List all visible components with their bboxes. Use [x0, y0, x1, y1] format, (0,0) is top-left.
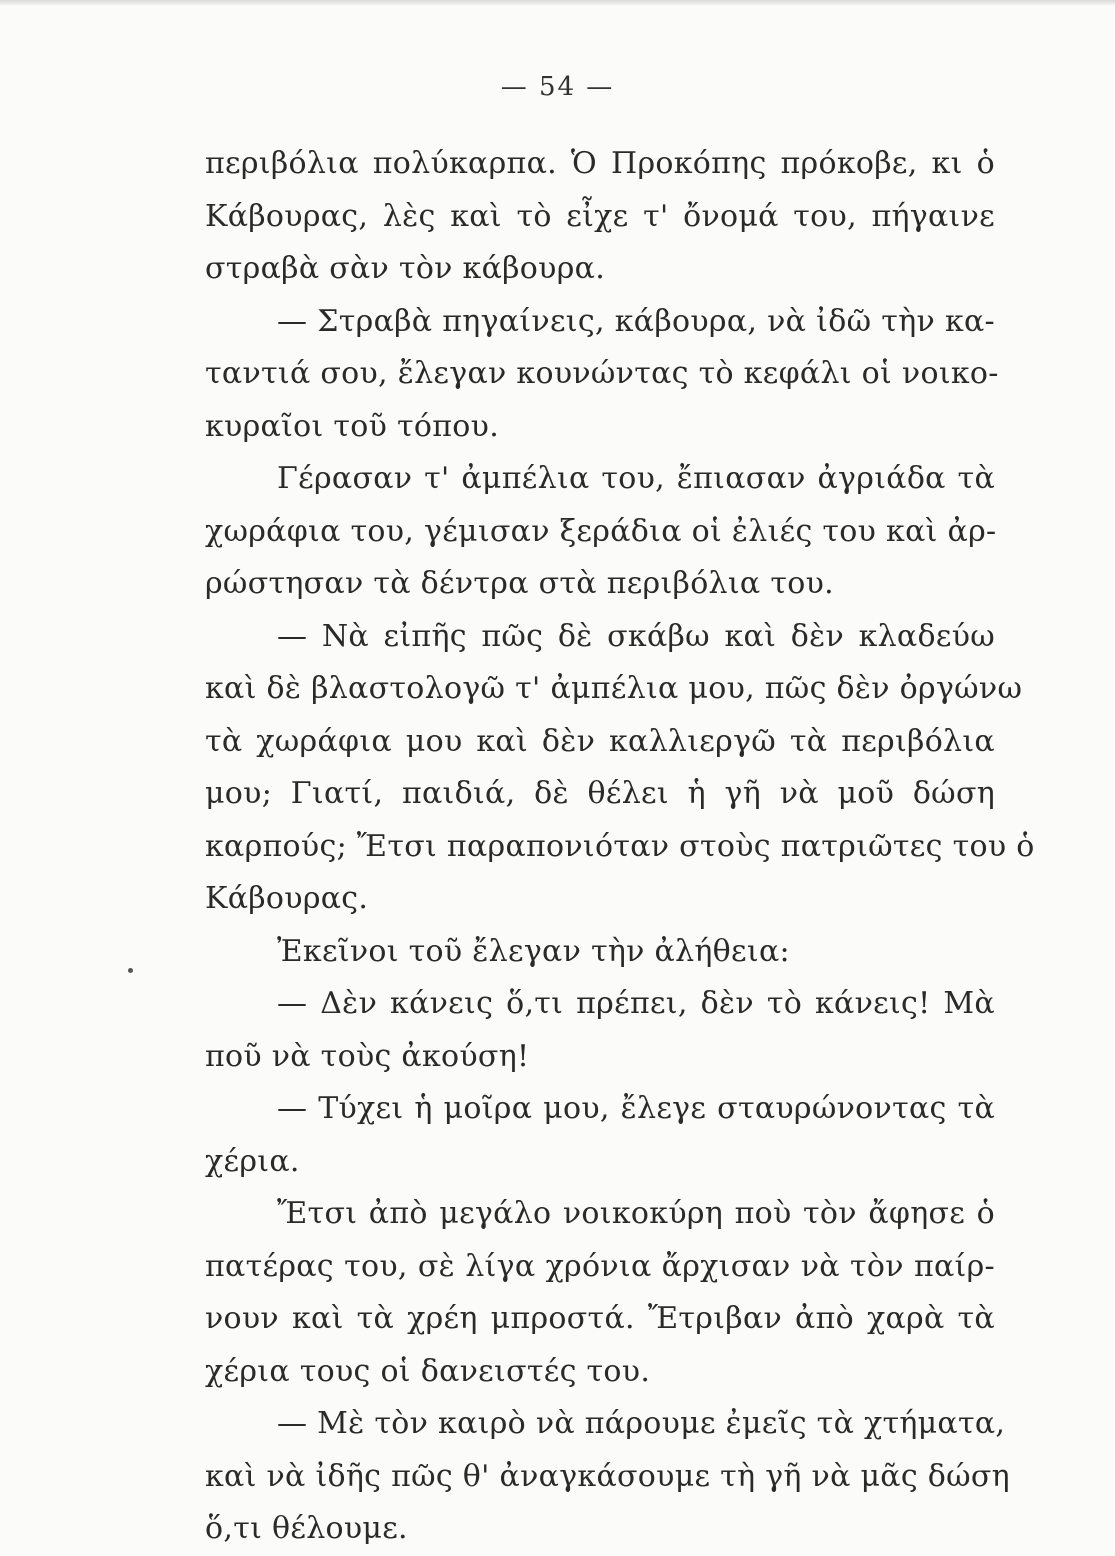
text-line: Κάβουρας.	[205, 881, 369, 916]
text-line: πατέρας του, σὲ λίγα χρόνια ἄρχισαν νὰ τὸν παίρ-	[205, 1248, 995, 1284]
text-line: καὶ νὰ ἰδῆς πῶς θ' ἀναγκάσουμε τὴ γῆ νὰ μᾶς δώση	[205, 1458, 1010, 1494]
text-line: καὶ δὲ βλαστολογῶ τ' ἀμπέλια μου, πῶς δὲν ὀργώνω	[205, 671, 1023, 706]
text-line: Ἐκεῖνοι τοῦ ἔλεγαν τὴν ἀλήθεια:	[277, 933, 790, 969]
text-line: ποῦ νὰ τοὺς ἀκούση!	[205, 1038, 530, 1074]
text-line: τὰ χωράφια μου καὶ δὲν καλλιεργῶ τὰ περιβόλια	[205, 723, 995, 759]
text-line: νουν καὶ τὰ χρέη μπροστά. Ἔτριβαν ἀπὸ χαρὰ τὰ	[205, 1301, 995, 1336]
text-line: — Τύχει ἡ μοῖρα μου, ἔλεγε σταυρώνοντας τὰ	[277, 1091, 995, 1126]
text-line: περιβόλια πολύκαρπα. Ὁ Προκόπης πρόκοβε, κι ὁ	[205, 146, 995, 181]
text-line: καρπούς; Ἔτσι παραπονιόταν στοὺς πατριῶτες του ὁ	[205, 828, 1035, 864]
text-line: στραβὰ σὰν τὸν κάβουρα.	[205, 251, 606, 286]
text-line: μου; Γιατί, παιδιά, δὲ θέλει ἡ γῆ νὰ μοῦ δώση	[205, 776, 995, 811]
text-line: — Μὲ τὸν καιρὸ νὰ πάρουμε ἐμεῖς τὰ χτήματα,	[277, 1406, 1006, 1441]
body-text	[205, 138, 1035, 1556]
text-line: Ἔτσι ἀπὸ μεγάλο νοικοκύρη ποὺ τὸν ἄφησε ὁ	[277, 1196, 995, 1231]
text-line: Κάβουρας, λὲς καὶ τὸ εἶχε τ' ὄνομά του, πήγαινε	[205, 198, 995, 234]
text-line: ὅ,τι θέλουμε.	[205, 1511, 408, 1546]
page-number: — 54 —	[500, 72, 615, 102]
text-line: χέρια.	[205, 1143, 300, 1179]
page-top-edge	[0, 0, 1115, 6]
text-line: κυραῖοι τοῦ τόπου.	[205, 408, 500, 444]
text-line: χωράφια του, γέμισαν ξεράδια οἱ ἐλιές του καὶ ἀρ-	[205, 513, 997, 549]
text-line: Γέρασαν τ' ἀμπέλια του, ἔπιασαν ἀγριάδα τὰ	[277, 461, 995, 496]
text-line: ρώστησαν τὰ δέντρα στὰ περιβόλια του.	[205, 566, 834, 601]
ink-speck	[128, 968, 133, 973]
text-line: — Δὲν κάνεις ὅ,τι πρέπει, δὲν τὸ κάνεις! Μὰ	[277, 986, 995, 1021]
text-line: χέρια τους οἱ δανειστές του.	[205, 1353, 651, 1389]
text-line: — Νὰ εἰπῆς πῶς δὲ σκάβω καὶ δὲν κλαδεύω	[277, 618, 995, 654]
text-line: — Στραβὰ πηγαίνεις, κάβουρα, νὰ ἰδῶ τὴν κα-	[277, 303, 995, 339]
text-line: ταντιά σου, ἔλεγαν κουνώντας τὸ κεφάλι οἱ νοικο-	[205, 356, 999, 391]
